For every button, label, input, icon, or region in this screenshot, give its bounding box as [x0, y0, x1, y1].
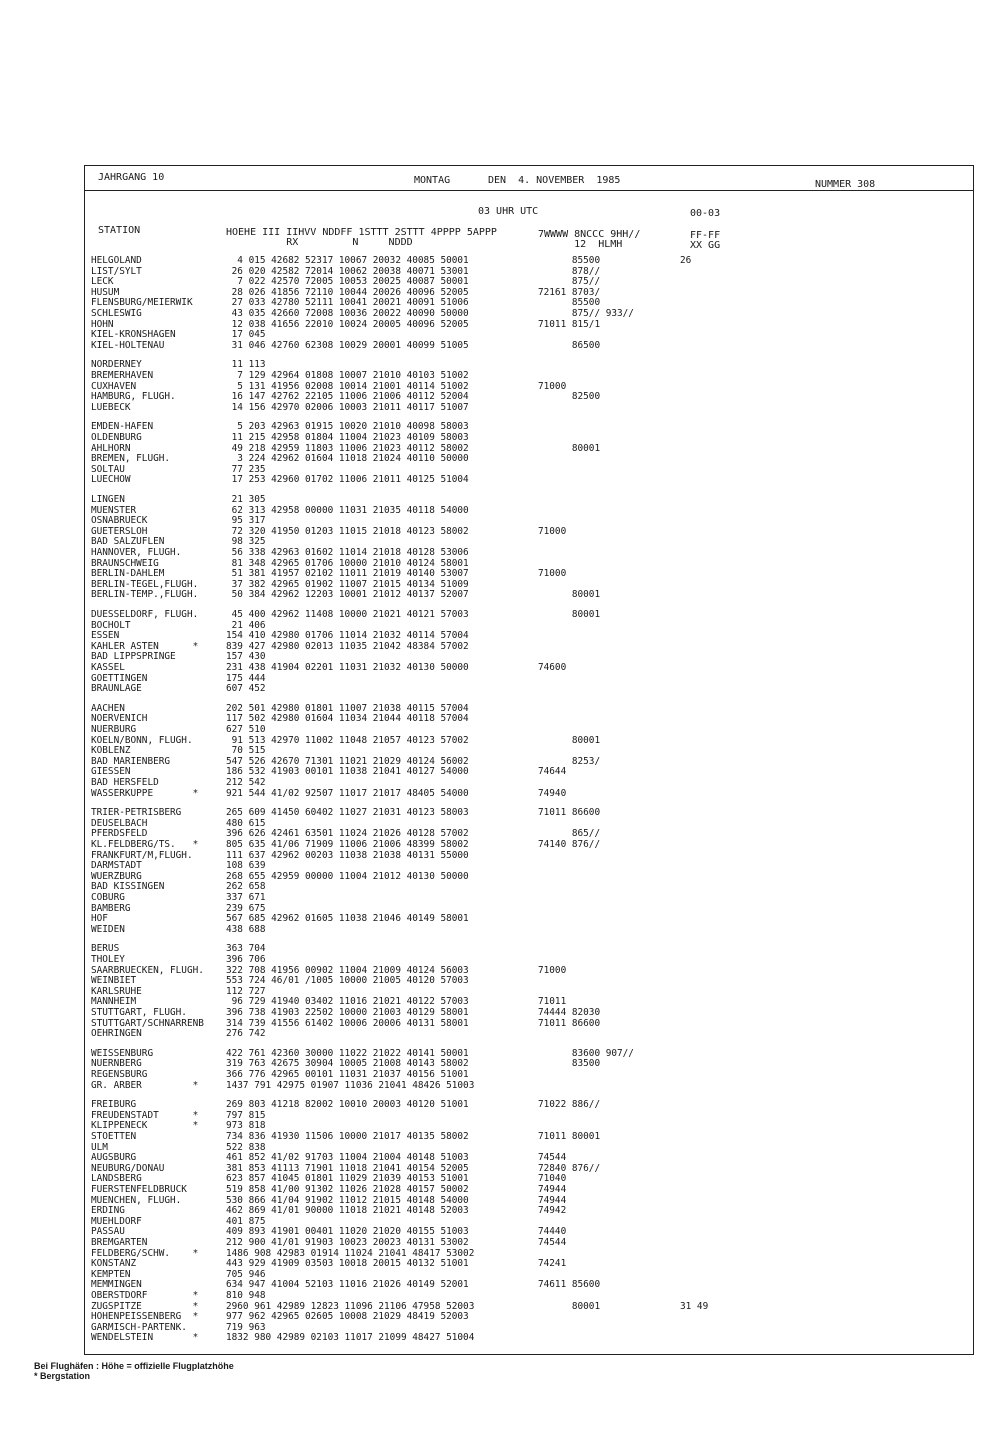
observation-codes: 175 444: [226, 672, 266, 684]
period-label: 00-03: [690, 208, 721, 219]
station-name: LINGEN: [91, 494, 125, 505]
station-name: HUSUM: [91, 286, 120, 298]
station-name: DEUSELBACH: [91, 817, 148, 829]
station-name: HOHENPEISSENBERG *: [91, 1311, 199, 1323]
station-name: NUERBURG: [91, 724, 137, 735]
station-name: WENDELSTEIN *: [91, 1332, 199, 1344]
extra-codes: 74944: [538, 1184, 567, 1195]
observation-codes: 202 501 42980 01801 11007 21038 40115 57004: [226, 702, 469, 714]
station-name: FREUDENSTADT *: [91, 1109, 199, 1121]
extra-codes: 85500: [538, 255, 601, 266]
extra-codes: 74644: [538, 766, 567, 778]
observation-codes: 72 320 41950 01203 11015 21018 40123 58002: [226, 525, 469, 537]
station-name: LIST/SYLT: [91, 265, 142, 277]
station-name: BERLIN-DAHLEM: [91, 568, 165, 580]
observation-codes: 396 706: [226, 954, 266, 965]
observation-codes: 719 963: [226, 1321, 266, 1333]
extra-codes: 74942: [538, 1205, 567, 1217]
observation-codes: 16 147 42762 22105 11006 21006 40112 52004: [226, 391, 469, 403]
observation-codes: 51 381 41957 02102 11011 21019 40140 53007: [226, 568, 469, 580]
observation-codes: 522 838: [226, 1141, 266, 1153]
extra-codes: 72161 8703/: [538, 286, 601, 298]
observation-codes: 45 400 42962 11408 10000 21021 40121 57003: [226, 609, 469, 620]
observation-codes: 839 427 42980 02013 11035 21042 48384 57002: [226, 640, 469, 652]
page-frame: [84, 165, 974, 1355]
observation-codes: 627 510: [226, 724, 266, 735]
observation-codes: 95 317: [226, 515, 266, 527]
station-name: MANNHEIM: [91, 996, 137, 1008]
extra-codes: 86500: [538, 339, 601, 351]
station-name: BERLIN-TEMP.,FLUGH.: [91, 589, 199, 601]
extra-codes: 71011 86600: [538, 1017, 601, 1029]
issue-number: NUMMER 308: [815, 179, 876, 190]
extra-codes: 74444 82030: [538, 1007, 601, 1018]
observation-codes: 70 515: [226, 745, 266, 757]
station-name: THOLEY: [91, 954, 125, 965]
observation-codes: 268 655 42959 00000 11004 21012 40130 50000: [226, 870, 469, 882]
observation-codes: 547 526 42670 71301 11021 21029 40124 56002: [226, 755, 469, 767]
observation-codes: 21 406: [226, 619, 266, 631]
observation-codes: 607 452: [226, 683, 266, 695]
station-name: BRAUNLAGE: [91, 683, 142, 695]
codes-header-row2: RX N NDDD: [226, 237, 413, 248]
observation-codes: 212 900 41/01 91903 10023 20023 40131 53002: [226, 1237, 469, 1248]
station-name: CUXHAVEN: [91, 380, 137, 392]
station-name: TRIER-PETRISBERG: [91, 807, 182, 819]
observation-codes: 921 544 41/02 92507 11017 21017 48405 54000: [226, 787, 469, 799]
observation-codes: 112 727: [226, 985, 266, 997]
observation-codes: 186 532 41903 00101 11038 21041 40127 54000: [226, 766, 469, 778]
station-name: HOHN: [91, 318, 114, 330]
extra-header-row1: 7WWWW 8NCCC 9HH//: [538, 229, 641, 240]
observation-codes: 553 724 46/01 /1005 10000 21005 40120 57003: [226, 975, 469, 987]
observation-codes: 50 384 42962 12203 10001 21012 40137 52007: [226, 589, 469, 601]
extra-codes: 82500: [538, 391, 601, 403]
station-name: OSNABRUECK: [91, 515, 148, 527]
station-name: LUECHOW: [91, 474, 131, 486]
observation-codes: 96 729 41940 03402 11016 21021 40122 57003: [226, 996, 469, 1008]
observation-codes: 409 893 41901 00401 11020 21020 40155 51003: [226, 1226, 469, 1238]
station-name: HAMBURG, FLUGH.: [91, 391, 176, 403]
observation-codes: 12 038 41656 22010 10024 20005 40096 52005: [226, 318, 469, 330]
observation-codes: 462 869 41/01 90000 11018 21021 40148 52003: [226, 1205, 469, 1217]
station-name: FLENSBURG/MEIERWIK: [91, 297, 193, 309]
observation-codes: 634 947 41004 52103 11016 21026 40149 52001: [226, 1279, 469, 1291]
observation-codes: 396 738 41903 22502 10000 21003 40129 58001: [226, 1007, 469, 1018]
extra-codes: 85500: [538, 297, 601, 309]
station-name: GIESSEN: [91, 766, 131, 778]
observation-codes: 28 026 41856 72110 10044 20026 40096 52005: [226, 286, 469, 298]
station-name: KARLSRUHE: [91, 985, 142, 997]
observation-codes: 108 639: [226, 860, 266, 872]
station-name: STUTTGART, FLUGH.: [91, 1007, 187, 1018]
station-name: WEINBIET: [91, 975, 137, 987]
observation-codes: 62 313 42958 00000 11031 21035 40118 54000: [226, 504, 469, 516]
station-name: OEHRINGEN: [91, 1028, 142, 1040]
observation-codes: 314 739 41556 61402 10006 20006 40131 58001: [226, 1017, 469, 1029]
station-name: PFERDSFELD: [91, 828, 148, 840]
station-name: BAD HERSFELD: [91, 777, 159, 788]
ff-value: 26: [680, 255, 692, 266]
station-name: AHLHORN: [91, 442, 131, 454]
observation-codes: 154 410 42980 01706 11014 21032 40114 57004: [226, 630, 469, 642]
station-name: FUERSTENFELDBRUCK: [91, 1184, 187, 1195]
observation-codes: 262 658: [226, 881, 266, 893]
station-name: LECK: [91, 276, 114, 288]
footnote-airports: Bei Flughäfen : Höhe = offizielle Flugplatzhöhe: [34, 1361, 234, 1371]
extra-codes: 83500: [538, 1058, 601, 1070]
observation-codes: 623 857 41045 01801 11029 21039 40153 51001: [226, 1173, 469, 1185]
station-name: HELGOLAND: [91, 255, 142, 266]
observation-codes: 239 675: [226, 902, 266, 914]
observation-codes: 381 853 41113 71901 11018 21041 40154 52005: [226, 1162, 469, 1174]
station-name: MEMMINGEN: [91, 1279, 142, 1291]
observation-codes: 401 875: [226, 1215, 266, 1227]
station-name: GUETERSLOH: [91, 525, 148, 537]
station-name: BAD MARIENBERG: [91, 755, 171, 767]
observation-codes: 56 338 42963 01602 11014 21018 40128 53006: [226, 547, 469, 558]
station-name: ERDING: [91, 1205, 125, 1217]
station-name: HANNOVER, FLUGH.: [91, 547, 182, 558]
observation-codes: 461 852 41/02 91703 11004 21004 40148 51003: [226, 1152, 469, 1164]
observation-codes: 91 513 42970 11002 11048 21057 40123 57002: [226, 734, 469, 746]
extra-codes: 80001: [538, 609, 601, 620]
station-name: KEMPTEN: [91, 1268, 131, 1280]
observation-codes: 973 818: [226, 1120, 266, 1132]
station-name: ESSEN: [91, 630, 120, 642]
station-name: NORDERNEY: [91, 359, 142, 371]
extra-codes: 80001: [538, 442, 601, 454]
station-name: SAARBRUECKEN, FLUGH.: [91, 964, 204, 976]
observation-codes: 81 348 42965 01706 10000 21010 40124 58001: [226, 557, 469, 569]
station-name: BERLIN-TEGEL,FLUGH.: [91, 578, 199, 590]
observation-codes: 322 708 41956 00902 11004 21009 40124 56003: [226, 964, 469, 976]
station-name: BREMGARTEN: [91, 1237, 148, 1248]
codes-header-row1: HOEHE III IIHVV NDDFF 1STTT 2STTT 4PPPP 5APPP: [226, 227, 497, 238]
extra-codes: 74140 876//: [538, 839, 601, 850]
extra-codes: 875// 933//: [538, 308, 634, 319]
station-name: COBURG: [91, 892, 125, 903]
station-name: FELDBERG/SCHW. *: [91, 1247, 199, 1259]
station-name: OLDENBURG: [91, 432, 142, 443]
observation-codes: 37 382 42965 01902 11007 21015 40134 51009: [226, 578, 469, 590]
station-name: STOETTEN: [91, 1131, 137, 1142]
observation-codes: 797 815: [226, 1109, 266, 1121]
observation-codes: 27 033 42780 52111 10041 20021 40091 51006: [226, 297, 469, 309]
station-name: AUGSBURG: [91, 1152, 137, 1164]
extra-codes: 74241: [538, 1258, 567, 1270]
observation-codes: 363 704: [226, 943, 266, 955]
time-label: 03 UHR UTC: [478, 206, 539, 217]
observation-codes: 269 803 41218 82002 10010 20003 40120 51001: [226, 1099, 469, 1111]
station-name: BOCHOLT: [91, 619, 131, 631]
date-label: DEN 4. NOVEMBER 1985: [488, 175, 621, 186]
observation-codes: 443 929 41909 03503 10018 20015 40132 51001: [226, 1258, 469, 1270]
extra-codes: 80001: [538, 1300, 601, 1312]
station-name: BREMERHAVEN: [91, 370, 154, 381]
observation-codes: 231 438 41904 02201 11031 21032 40130 50000: [226, 662, 469, 673]
observation-codes: 111 637 42962 00203 11038 21038 40131 55000: [226, 849, 469, 861]
ff-header-row2: XX GG: [690, 240, 721, 251]
station-name: KASSEL: [91, 662, 125, 673]
extra-codes: 71040: [538, 1173, 567, 1185]
station-name: KL.FELDBERG/TS. *: [91, 839, 199, 850]
station-name: SCHLESWIG: [91, 308, 142, 319]
extra-codes: 74440: [538, 1226, 567, 1238]
station-name: MUEHLDORF: [91, 1215, 142, 1227]
extra-codes: 71011: [538, 996, 567, 1008]
extra-codes: 74611 85600: [538, 1279, 601, 1291]
extra-codes: 83600 907//: [538, 1047, 634, 1059]
extra-codes: 71000: [538, 964, 567, 976]
station-name: GOETTINGEN: [91, 672, 148, 684]
station-name: MUENSTER: [91, 504, 137, 516]
extra-codes: 74944: [538, 1194, 567, 1206]
observation-codes: 31 046 42760 62308 10029 20001 40099 51005: [226, 339, 469, 351]
station-name: OBERSTDORF *: [91, 1290, 199, 1301]
station-name: ULM: [91, 1141, 108, 1153]
observation-codes: 117 502 42980 01604 11034 21044 40118 57004: [226, 713, 469, 725]
observation-codes: 49 218 42959 11803 11006 21023 40112 58002: [226, 442, 469, 454]
observation-codes: 5 203 42963 01915 10020 21010 40098 58003: [226, 421, 469, 433]
station-name: PASSAU: [91, 1226, 125, 1238]
observation-codes: 337 671: [226, 892, 266, 903]
observation-codes: 14 156 42970 02006 10003 21011 40117 51007: [226, 401, 469, 413]
observation-codes: 7 022 42570 72005 10053 20025 40087 50001: [226, 276, 469, 288]
station-name: LANDSBERG: [91, 1173, 142, 1185]
station-name: MUENCHEN, FLUGH.: [91, 1194, 182, 1206]
observation-codes: 319 763 42675 30904 10005 21008 40143 58002: [226, 1058, 469, 1070]
extra-header-row2: 12 HLMH: [538, 239, 623, 250]
observation-codes: 1486 908 42983 01914 11024 21041 48417 53002: [226, 1247, 475, 1259]
station-name: BAD SALZUFLEN: [91, 536, 165, 548]
station-name: SOLTAU: [91, 463, 125, 475]
extra-codes: 8253/: [538, 755, 601, 767]
extra-codes: 71011 80001: [538, 1131, 601, 1142]
observation-codes: 366 776 42965 00101 11031 21037 40156 51001: [226, 1069, 469, 1080]
observation-codes: 480 615: [226, 817, 266, 829]
extra-codes: 71000: [538, 380, 567, 392]
station-name: NOERVENICH: [91, 713, 148, 725]
station-name: KLIPPENECK *: [91, 1120, 199, 1132]
extra-codes: 71022 886//: [538, 1099, 601, 1111]
station-name: GR. ARBER *: [91, 1079, 199, 1091]
station-name: KIEL-KRONSHAGEN: [91, 329, 176, 341]
station-name: BAD KISSINGEN: [91, 881, 165, 893]
extra-codes: 71011 86600: [538, 807, 601, 819]
observation-codes: 3 224 42962 01604 11018 21024 40110 50000: [226, 453, 469, 465]
footnote-mountain-station: * Bergstation: [34, 1371, 91, 1381]
observation-codes: 705 946: [226, 1268, 266, 1280]
extra-codes: 72840 876//: [538, 1162, 601, 1174]
station-name: LUEBECK: [91, 401, 131, 413]
station-name: KIEL-HOLTENAU: [91, 339, 165, 351]
station-name: WEISSENBURG: [91, 1047, 154, 1059]
observation-codes: 1832 980 42989 02103 11017 21099 48427 51004: [226, 1332, 475, 1344]
observation-codes: 519 858 41/00 91302 11026 21028 40157 50002: [226, 1184, 469, 1195]
observation-codes: 810 948: [226, 1290, 266, 1301]
ff-value: 31 49: [680, 1300, 709, 1312]
extra-codes: 71000: [538, 568, 567, 580]
station-name: STUTTGART/SCHNARRENB: [91, 1017, 204, 1029]
station-name: BAMBERG: [91, 902, 131, 914]
observation-codes: 17 253 42960 01702 11006 21011 40125 51004: [226, 474, 469, 486]
observation-codes: 26 020 42582 72014 10062 20038 40071 53001: [226, 265, 469, 277]
station-name: FRANKFURT/M,FLUGH.: [91, 849, 193, 861]
station-name: WEIDEN: [91, 923, 125, 935]
station-name: KOBLENZ: [91, 745, 131, 757]
station-name: WUERZBURG: [91, 870, 142, 882]
observation-codes: 530 866 41/04 91902 11012 21015 40148 54000: [226, 1194, 469, 1206]
station-name: BRAUNSCHWEIG: [91, 557, 159, 569]
observation-codes: 11 215 42958 01804 11004 21023 40109 58003: [226, 432, 469, 443]
station-name: BAD LIPPSPRINGE: [91, 651, 176, 663]
observation-codes: 157 430: [226, 651, 266, 663]
station-name: DUESSELDORF, FLUGH.: [91, 609, 199, 620]
observation-codes: 77 235: [226, 463, 266, 475]
observation-codes: 43 035 42660 72008 10036 20022 40090 50000: [226, 308, 469, 319]
station-name: WASSERKUPPE *: [91, 787, 199, 799]
station-name: BREMEN, FLUGH.: [91, 453, 171, 465]
extra-codes: 71011 815/1: [538, 318, 601, 330]
observation-codes: 17 045: [226, 329, 266, 341]
station-name: KOELN/BONN, FLUGH.: [91, 734, 193, 746]
extra-codes: 74544: [538, 1237, 567, 1248]
observation-codes: 4 015 42682 52317 10067 20032 40085 50001: [226, 255, 469, 266]
station-name: FREIBURG: [91, 1099, 137, 1111]
observation-codes: 977 962 42965 02605 10008 21029 48419 52003: [226, 1311, 469, 1323]
day-label: MONTAG: [414, 175, 451, 186]
extra-codes: 80001: [538, 734, 601, 746]
observation-codes: 1437 791 42975 01907 11036 21041 48426 51003: [226, 1079, 475, 1091]
extra-codes: 74940: [538, 787, 567, 799]
observation-codes: 212 542: [226, 777, 266, 788]
station-name: ZUGSPITZE *: [91, 1300, 199, 1312]
observation-codes: 21 305: [226, 494, 266, 505]
observation-codes: 438 688: [226, 923, 266, 935]
observation-codes: 2960 961 42989 12823 11096 21106 47958 52003: [226, 1300, 475, 1312]
extra-codes: 74600: [538, 662, 567, 673]
station-name: KAHLER ASTEN *: [91, 640, 199, 652]
station-name: DARMSTADT: [91, 860, 142, 872]
observation-codes: 98 325: [226, 536, 266, 548]
station-name: EMDEN-HAFEN: [91, 421, 154, 433]
observation-codes: 11 113: [226, 359, 266, 371]
jahrgang-label: JAHRGANG 10: [98, 172, 165, 183]
station-name: AACHEN: [91, 702, 125, 714]
observation-codes: 7 129 42964 01808 10007 21010 40103 51002: [226, 370, 469, 381]
station-name: HOF: [91, 913, 108, 925]
extra-codes: 74544: [538, 1152, 567, 1164]
extra-codes: 80001: [538, 589, 601, 601]
extra-codes: 71000: [538, 525, 567, 537]
extra-codes: 865//: [538, 828, 601, 840]
station-name: NUERNBERG: [91, 1058, 142, 1070]
extra-codes: 875//: [538, 276, 601, 288]
observation-codes: 276 742: [226, 1028, 266, 1040]
extra-codes: 878//: [538, 265, 601, 277]
station-column-header: STATION: [98, 225, 141, 236]
observation-codes: 396 626 42461 63501 11024 21026 40128 57002: [226, 828, 469, 840]
observation-codes: 5 131 41956 02008 10014 21001 40114 51002: [226, 380, 469, 392]
observation-codes: 567 685 42962 01605 11038 21046 40149 58001: [226, 913, 469, 925]
observation-codes: 422 761 42360 30000 11022 21022 40141 50001: [226, 1047, 469, 1059]
station-name: KONSTANZ: [91, 1258, 137, 1270]
station-name: GARMISCH-PARTENK.: [91, 1321, 187, 1333]
station-name: BERUS: [91, 943, 120, 955]
station-name: NEUBURG/DONAU: [91, 1162, 165, 1174]
station-name: REGENSBURG: [91, 1069, 148, 1080]
observation-codes: 734 836 41930 11506 10000 21017 40135 58002: [226, 1131, 469, 1142]
observation-codes: 805 635 41/06 71909 11006 21006 48399 58002: [226, 839, 469, 850]
ff-header-row1: FF-FF: [690, 230, 721, 241]
observation-codes: 265 609 41450 60402 11027 21031 40123 58003: [226, 807, 469, 819]
